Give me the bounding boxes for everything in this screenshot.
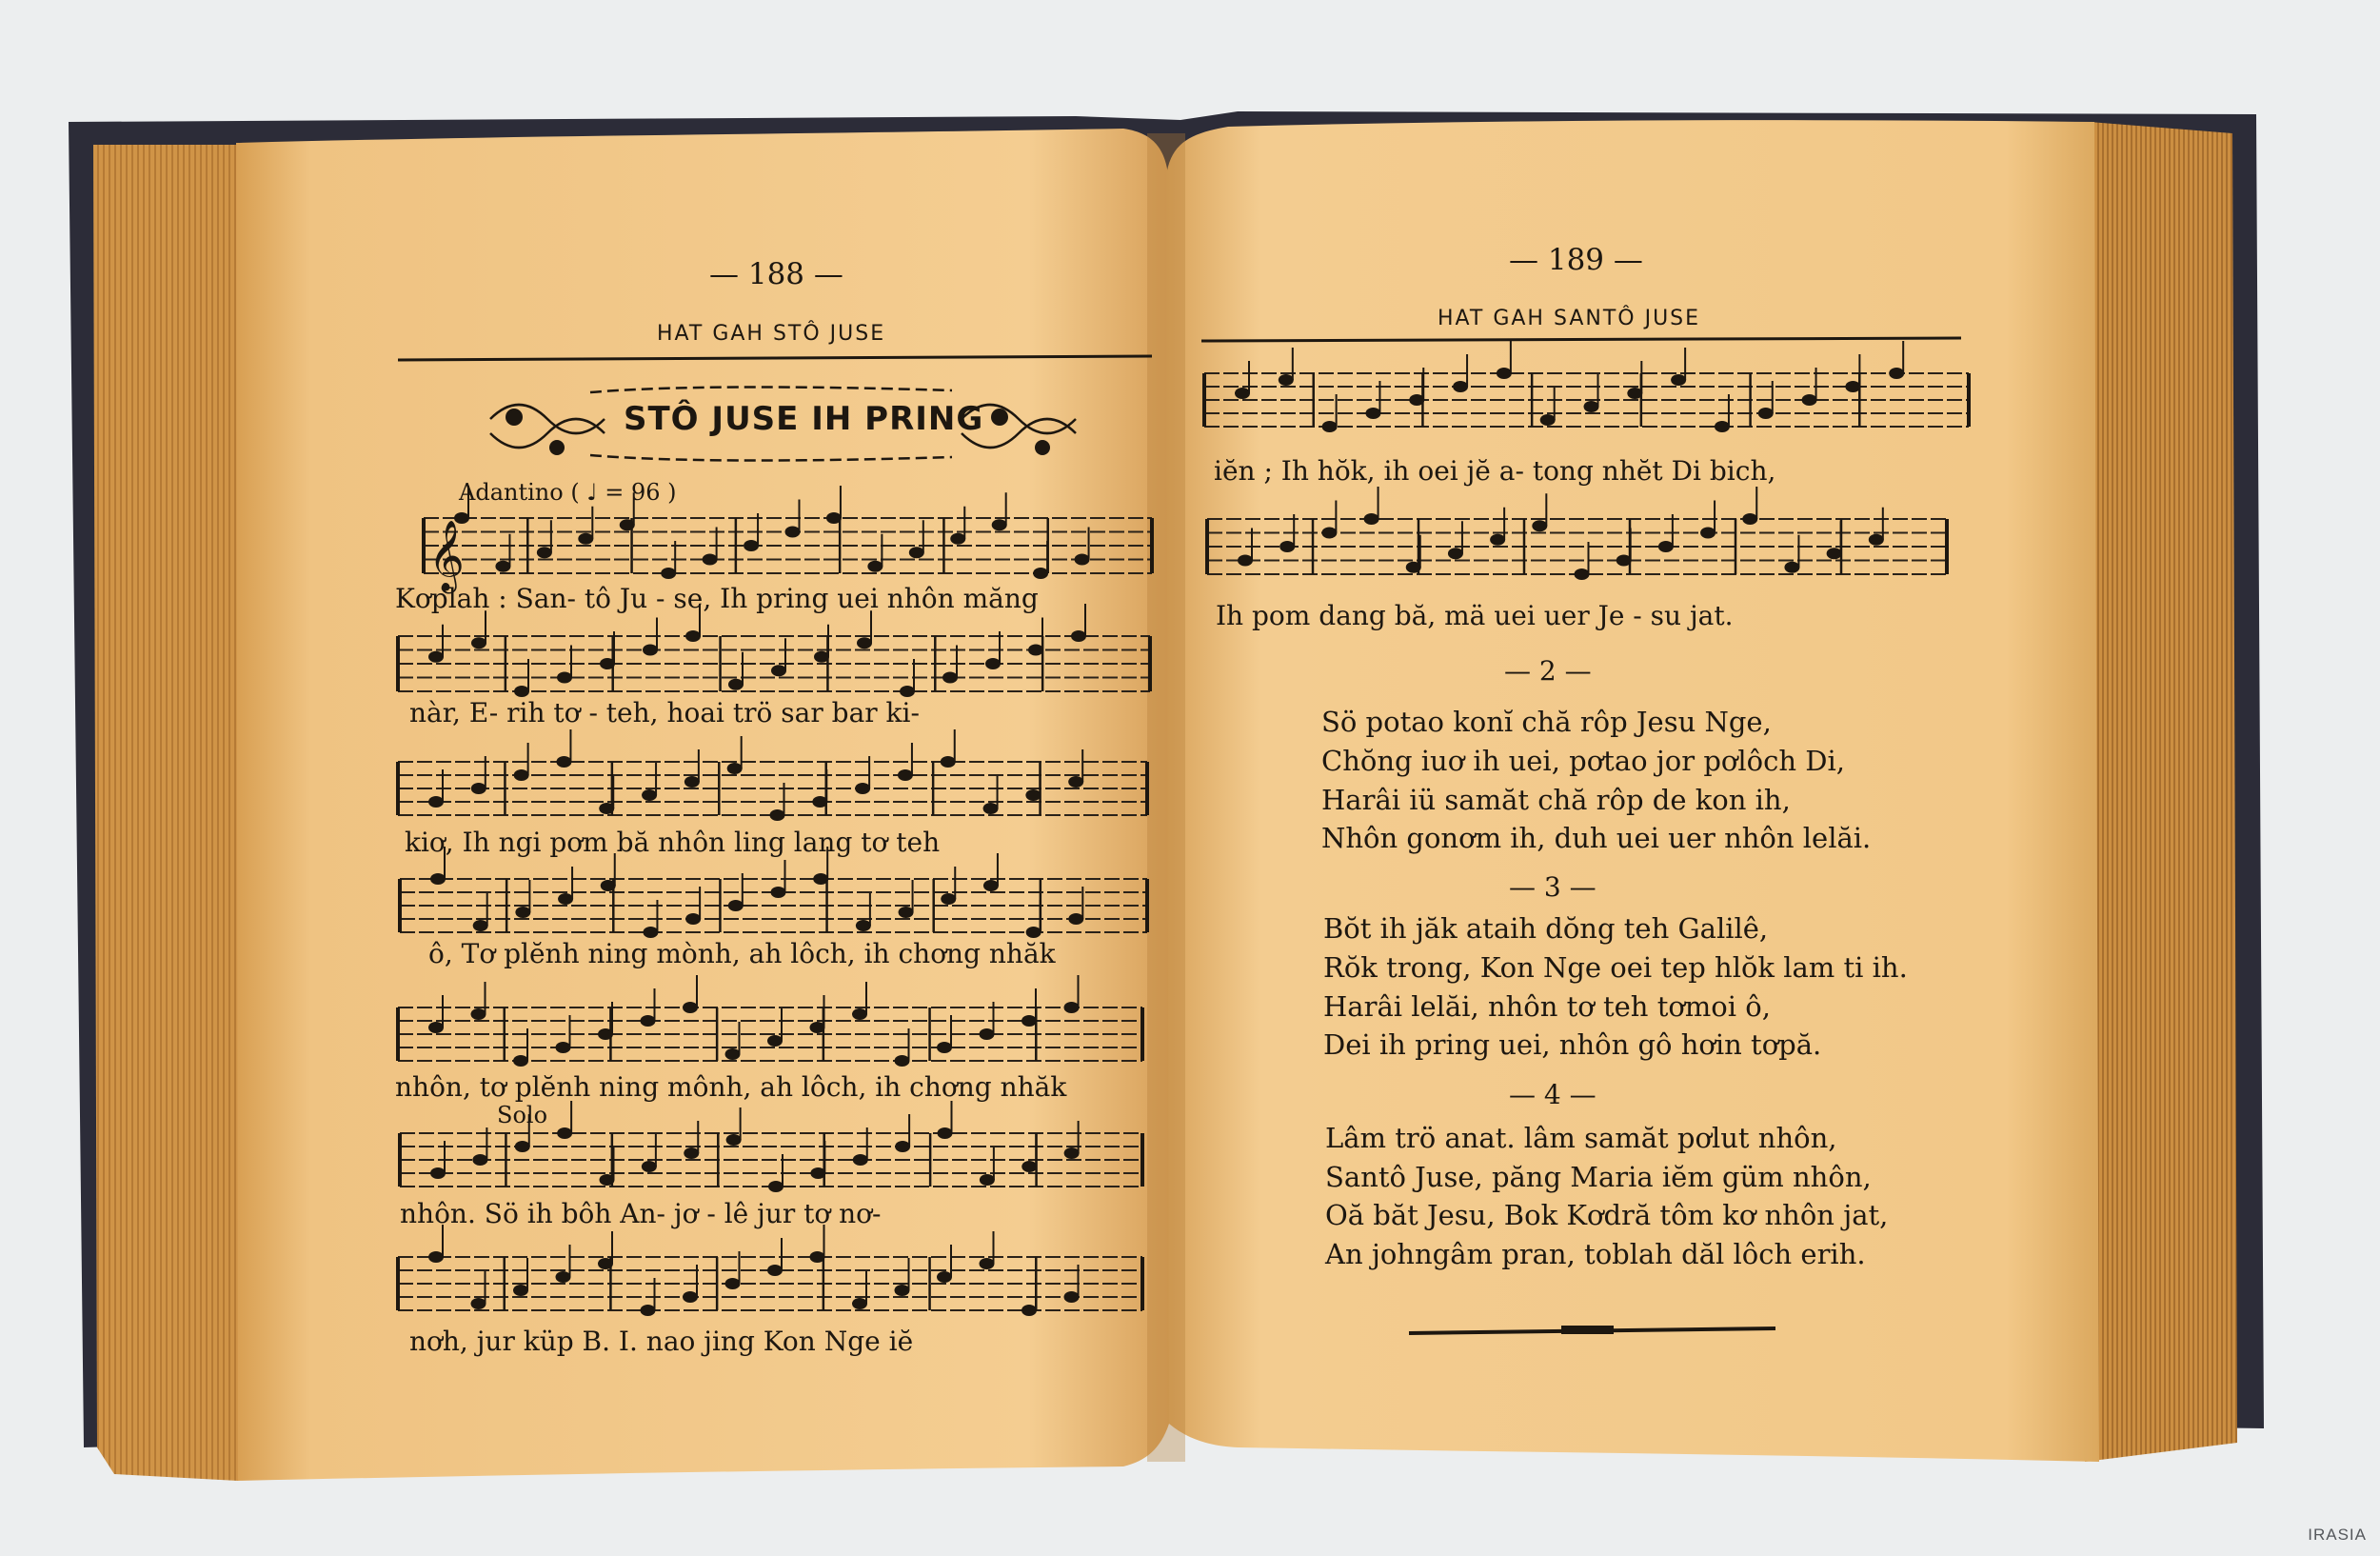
- lyric-line: nhôn. Sö ih bôh An- jơ - lê jur tơ nơ-: [400, 1198, 882, 1229]
- note-head: [661, 568, 676, 579]
- note-head: [556, 1271, 571, 1283]
- note-head: [1409, 394, 1424, 406]
- note-head: [767, 1035, 783, 1047]
- verse-line: Nhôn gonơm ih, duh uei uer nhôn lelăi.: [1321, 822, 1872, 854]
- note-head: [703, 554, 718, 566]
- note-head: [938, 1127, 953, 1139]
- note-head: [1279, 374, 1294, 386]
- note-head: [1784, 562, 1799, 573]
- note-head: [980, 1174, 995, 1186]
- verse-number: — 3 —: [1509, 871, 1597, 903]
- note-head: [942, 672, 958, 684]
- note-head: [643, 645, 658, 656]
- note-head: [1658, 541, 1674, 552]
- note-head: [941, 893, 956, 905]
- right-page-number: — 189 —: [1509, 243, 1643, 277]
- note-head: [472, 1154, 487, 1166]
- note-head: [767, 1265, 783, 1276]
- note-head: [515, 1141, 530, 1152]
- note-head: [980, 1258, 995, 1269]
- note-head: [557, 672, 572, 684]
- note-head: [1028, 645, 1043, 656]
- note-head: [600, 1174, 615, 1186]
- note-head: [620, 519, 635, 530]
- note-head: [1321, 528, 1337, 539]
- note-head: [643, 927, 658, 938]
- note-head: [1448, 548, 1463, 559]
- note-head: [900, 686, 915, 697]
- note-head: [598, 1028, 613, 1040]
- note-head: [852, 1008, 867, 1020]
- note-head: [685, 630, 701, 642]
- note-head: [768, 1181, 783, 1192]
- note-head: [1700, 528, 1716, 539]
- note-head: [857, 637, 872, 648]
- note-head: [1406, 562, 1421, 573]
- note-head: [728, 900, 744, 911]
- lyric-line: nơh, jur küp B. I. nao jing Kon Nge iĕ: [409, 1326, 914, 1357]
- note-head: [937, 1042, 952, 1053]
- note-head: [813, 873, 828, 885]
- lyric-line: nàr, E- rih tơ - teh, hoai trö sar bar ki-: [409, 697, 920, 728]
- note-head: [471, 1008, 486, 1020]
- note-head: [684, 1147, 699, 1159]
- note-head: [641, 1015, 656, 1027]
- note-head: [1238, 555, 1253, 567]
- note-head: [641, 1305, 656, 1316]
- left-running-head: HAT GAH STÔ JUSE: [657, 322, 886, 346]
- note-head: [895, 1055, 910, 1067]
- note-head: [1064, 1147, 1080, 1159]
- lyric-line: Ih pom dang bă, mä uei uer Je - su jat.: [1216, 600, 1734, 631]
- note-head: [1068, 776, 1083, 788]
- note-head: [1064, 1291, 1080, 1303]
- note-head: [684, 776, 700, 788]
- note-head: [1532, 520, 1547, 531]
- note-head: [1235, 388, 1250, 399]
- note-head: [895, 1285, 910, 1296]
- note-head: [1021, 1305, 1037, 1316]
- note-head: [1584, 401, 1599, 412]
- note-head: [685, 913, 701, 925]
- note-head: [810, 1022, 825, 1033]
- note-head: [430, 1167, 446, 1179]
- note-head: [983, 880, 999, 891]
- note-head: [556, 1042, 571, 1053]
- note-head: [599, 803, 614, 814]
- lyric-line: kiơ, Ih ngi pơm bă nhôn ling lang tơ teh: [405, 827, 941, 858]
- note-head: [557, 1127, 572, 1139]
- lyric-line: ô, Tơ plĕnh ning mònh, ah lôch, ih chơng nhăk: [428, 938, 1056, 969]
- verse-line: Dei ih pring uei, nhôn gô hơin tơpă.: [1323, 1028, 1822, 1061]
- right-page-edges: [2085, 122, 2237, 1462]
- left-page-number: — 188 —: [709, 257, 843, 291]
- note-head: [428, 1251, 444, 1263]
- note-head: [1869, 534, 1884, 546]
- note-head: [826, 512, 842, 524]
- note-head: [725, 1278, 741, 1289]
- note-head: [600, 658, 615, 669]
- note-head: [495, 561, 510, 572]
- note-head: [810, 1167, 825, 1179]
- note-head: [1068, 913, 1083, 925]
- note-head: [1364, 513, 1379, 525]
- note-head: [856, 920, 871, 931]
- note-head: [1742, 513, 1757, 525]
- note-head: [814, 651, 829, 663]
- left-page-edges: [93, 145, 238, 1481]
- note-head: [728, 679, 744, 690]
- note-head: [1827, 548, 1842, 559]
- note-head: [1889, 368, 1904, 379]
- note-head: [1322, 421, 1338, 432]
- note-head: [514, 686, 529, 697]
- note-head: [853, 1154, 868, 1166]
- note-head: [430, 873, 446, 885]
- note-head: [1627, 388, 1642, 399]
- gutter-shadow: [1147, 133, 1185, 1462]
- note-head: [1671, 374, 1686, 386]
- note-head: [812, 796, 827, 808]
- note-head: [771, 665, 786, 676]
- note-head: [726, 1134, 742, 1146]
- verse-line: Santô Juse, păng Maria iĕm güm nhôn,: [1325, 1161, 1872, 1193]
- note-head: [1071, 630, 1086, 642]
- note-head: [899, 907, 914, 918]
- verse-line: Harâi iü samăt chă rôp de kon ih,: [1321, 784, 1791, 816]
- note-head: [598, 1258, 613, 1269]
- note-head: [785, 527, 801, 538]
- note-head: [895, 1141, 910, 1152]
- note-head: [909, 547, 924, 558]
- note-head: [428, 1022, 444, 1033]
- note-head: [642, 789, 657, 801]
- note-head: [514, 769, 529, 781]
- verse-line: An johngâm pran, toblah dăl lôch erih.: [1325, 1238, 1866, 1270]
- note-head: [1616, 555, 1632, 567]
- verse-line: Oă băt Jesu, Bok Kơdră tôm kơ nhôn jat,: [1325, 1199, 1889, 1231]
- note-head: [985, 658, 1001, 669]
- watermark: IRASIA: [2308, 1526, 2367, 1544]
- note-head: [642, 1161, 657, 1172]
- treble-clef-icon: 𝄞: [428, 521, 465, 591]
- verse-line: Chŏng iuơ ih uei, pơtao jor pơlôch Di,: [1321, 745, 1845, 777]
- note-head: [1033, 568, 1048, 579]
- verse-line: Sö potao konĭ chă rôp Jesu Nge,: [1321, 706, 1772, 738]
- note-head: [471, 783, 486, 794]
- note-head: [1490, 534, 1505, 546]
- note-head: [537, 547, 552, 558]
- note-head: [471, 1298, 486, 1309]
- verse-line: Lâm trö anat. lâm samăt pơlut nhôn,: [1325, 1122, 1837, 1154]
- note-head: [1021, 1161, 1037, 1172]
- note-head: [578, 533, 593, 545]
- note-head: [683, 1002, 698, 1013]
- note-head: [980, 1028, 995, 1040]
- note-head: [810, 1251, 825, 1263]
- note-head: [1802, 394, 1817, 406]
- note-head: [937, 1271, 952, 1283]
- note-head: [1575, 569, 1590, 580]
- note-head: [1064, 1002, 1080, 1013]
- note-head: [515, 907, 530, 918]
- note-head: [1025, 789, 1041, 801]
- note-head: [898, 769, 913, 781]
- note-head: [1845, 381, 1860, 392]
- note-head: [852, 1298, 867, 1309]
- note-head: [513, 1285, 528, 1296]
- note-head: [513, 1055, 528, 1067]
- note-head: [1279, 541, 1295, 552]
- note-head: [727, 763, 743, 774]
- verse-number: — 2 —: [1504, 655, 1592, 687]
- note-head: [855, 783, 870, 794]
- note-head: [941, 756, 956, 768]
- verse-line: Harâi lelăi, nhôn tơ teh tơmoi ô,: [1323, 990, 1771, 1023]
- right-running-head: HAT GAH SANTÔ JUSE: [1438, 307, 1701, 330]
- note-head: [1715, 421, 1730, 432]
- note-head: [471, 637, 486, 648]
- note-head: [771, 887, 786, 898]
- song-title: STÔ JUSE IH PRING: [624, 400, 984, 438]
- note-head: [744, 540, 759, 551]
- verse-line: Bŏt ih jăk ataih dŏng teh Galilê,: [1323, 912, 1769, 945]
- lyric-line: nhôn, tơ plĕnh ning mônh, ah lôch, ih chơng nhăk: [395, 1071, 1067, 1103]
- note-head: [556, 756, 571, 768]
- note-head: [1075, 554, 1090, 566]
- note-head: [1497, 368, 1512, 379]
- tempo-marking: Adantino ( ♩ = 96 ): [459, 479, 677, 506]
- note-head: [683, 1291, 698, 1303]
- note-head: [1758, 408, 1774, 419]
- note-head: [1453, 381, 1468, 392]
- note-head: [473, 920, 488, 931]
- lyric-line: Kơplah : San- tô Ju - se, Ih pring uei nhôn măng: [395, 583, 1039, 614]
- note-head: [1021, 1015, 1037, 1027]
- lyric-line: iĕn ; Ih hŏk, ih oei jĕ a- tong nhĕt Di bich,: [1214, 455, 1776, 487]
- note-head: [558, 893, 573, 905]
- note-head: [867, 561, 883, 572]
- note-head: [601, 880, 616, 891]
- note-head: [428, 651, 444, 663]
- note-head: [983, 803, 999, 814]
- note-head: [428, 796, 444, 808]
- note-head: [1540, 414, 1556, 426]
- note-head: [950, 533, 965, 545]
- note-head: [725, 1048, 741, 1060]
- note-head: [770, 809, 785, 821]
- note-head: [992, 519, 1007, 530]
- note-head: [1365, 408, 1380, 419]
- solo-marking: Solo: [497, 1102, 548, 1128]
- note-head: [1026, 927, 1041, 938]
- verse-number: — 4 —: [1509, 1079, 1597, 1110]
- verse-line: Rŏk trong, Kon Nge oei tep hlŏk lam ti ih.: [1323, 951, 1908, 984]
